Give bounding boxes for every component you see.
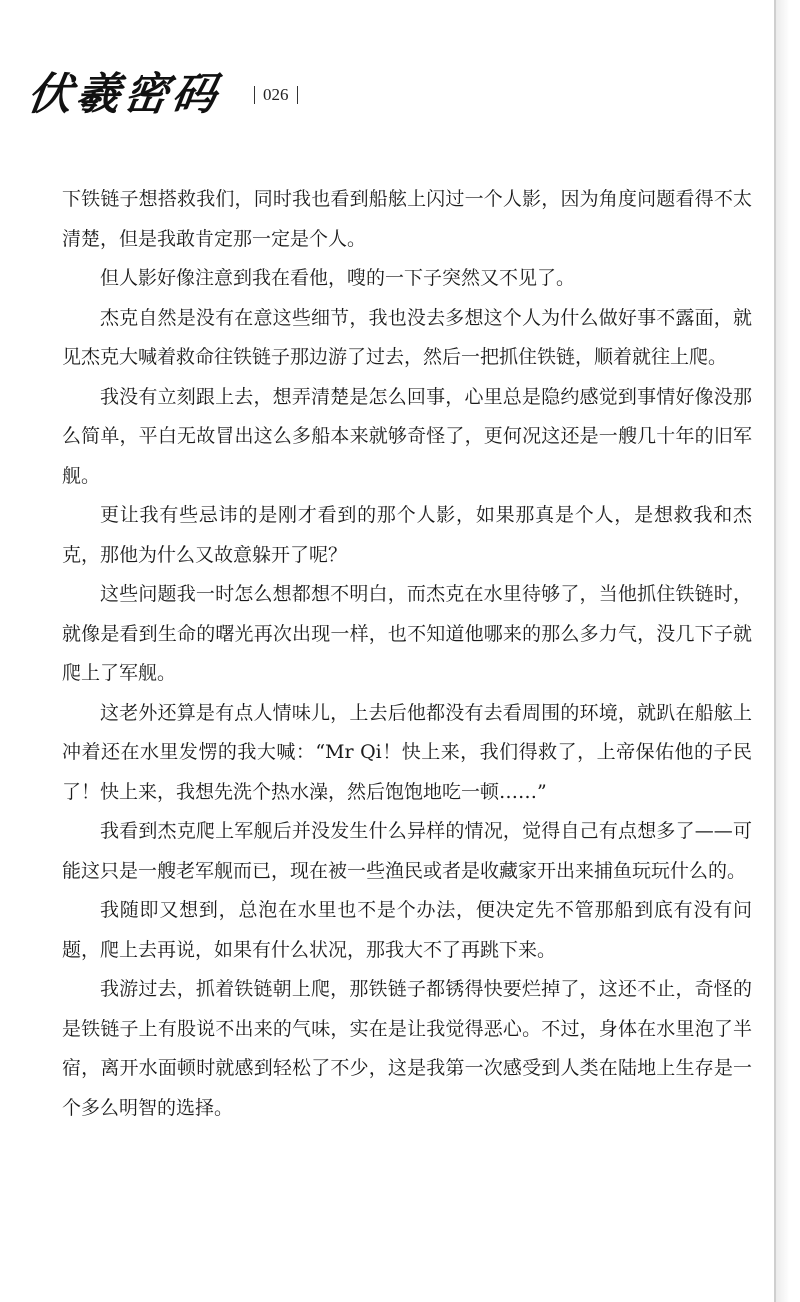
page-number-box [246, 85, 306, 105]
paragraph: 下铁链子想搭救我们，同时我也看到船舷上闪过一个人影，因为角度问题看得不太清楚，但是我敢肯定那一定是个人。 [62, 188, 752, 250]
paragraph: 更让我有些忌讳的是刚才看到的那个人影，如果那真是个人，是想救我和杰克，那他为什么又故意躲开了呢？ [62, 504, 752, 566]
paragraph: 杰克自然是没有在意这些细节，我也没去多想这个人为什么做好事不露面，就见杰克大喊着救命往铁链子那边游了过去，然后一把抓住铁链，顺着就往上爬。 [62, 306, 752, 368]
paragraph: 这些问题我一时怎么想都想不明白，而杰克在水里待够了，当他抓住铁链时，就像是看到生命的曙光再次出现一样，也不知道他哪来的那么多力气，没几下子就爬上了军舰。 [62, 583, 752, 684]
book-title: 伏羲密码 [24, 69, 224, 120]
page-number: 026 [263, 85, 289, 104]
page-header [24, 60, 306, 130]
divider-left [254, 86, 255, 104]
paragraph: 我游过去，抓着铁链朝上爬，那铁链子都锈得快要烂掉了，这还不止，奇怪的是铁链子上有股说不出来的气味，实在是让我觉得恶心。不过，身体在水里泡了半宿，离开水面顿时就感到轻松了不少，这是我第一次感受到人类在陆地上生存是一个多么明智的选择。 [62, 978, 752, 1119]
paragraph: 我没有立刻跟上去，想弄清楚是怎么回事，心里总是隐约感觉到事情好像没那么简单，平白无故冒出这么多船本来就够奇怪了，更何况这还是一艘几十年的旧军舰。 [62, 385, 752, 487]
page-edge-shadow [774, 0, 800, 1302]
paragraph: 我随即又想到，总泡在水里也不是个办法，便决定先不管那船到底有没有问题，爬上去再说，如果有什么状况，那我大不了再跳下来。 [62, 899, 752, 961]
paragraph: 但人影好像注意到我在看他，嗖的一下子突然又不见了。 [100, 267, 576, 289]
paragraph: 我看到杰克爬上军舰后并没发生什么异样的情况，觉得自己有点想多了——可能这只是一艘老军舰而已，现在被一些渔民或者是收藏家开出来捕鱼玩玩什么的。 [62, 820, 752, 882]
divider-right [297, 86, 298, 104]
paragraph: 这老外还算是有点人情味儿，上去后他都没有去看周围的环境，就趴在船舷上冲着还在水里发愣的我大喊：“Mr Qi！快上来，我们得救了，上帝保佑他的子民了！快上来，我想先洗个热水澡，然后饱饱地吃一顿……” [62, 701, 752, 803]
body-text [62, 180, 752, 1128]
